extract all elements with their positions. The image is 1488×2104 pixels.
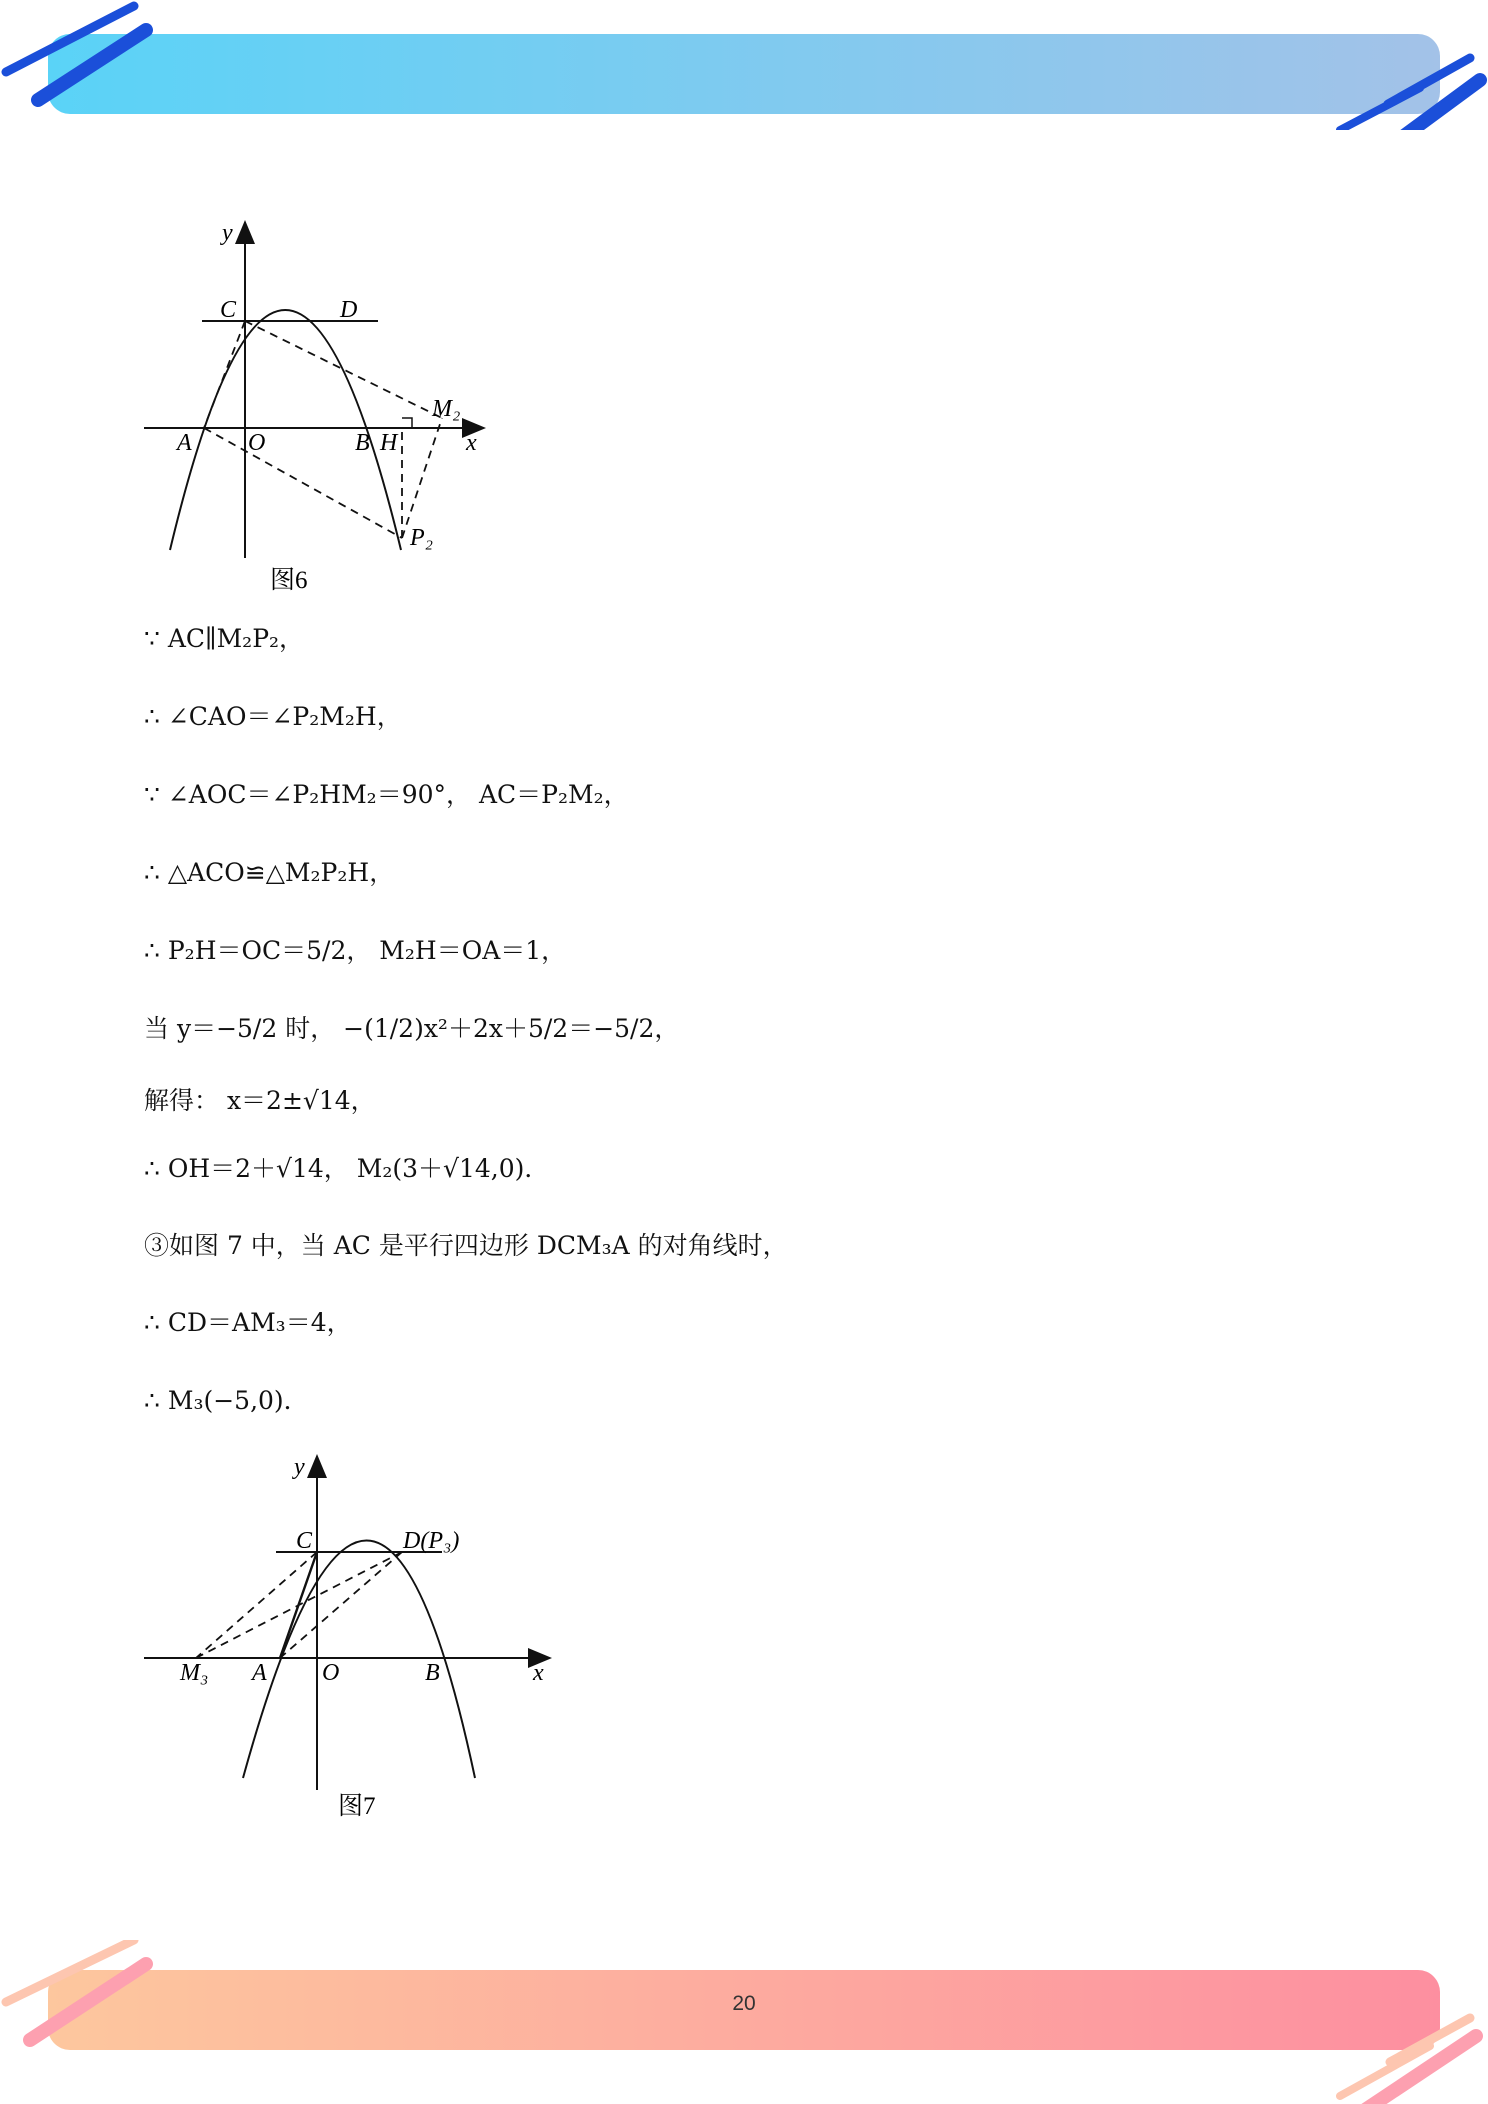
label-p2: P₂ — [410, 525, 434, 551]
proof-line-3: ∵ ∠AOC＝∠P₂HM₂＝90°， AC＝P₂M₂， — [144, 780, 629, 809]
footer-banner — [0, 1940, 1488, 2104]
label-d: D — [340, 297, 358, 323]
label-d-p3: D(P₃) — [403, 1528, 460, 1554]
label-o: O — [322, 1660, 340, 1686]
proof-line-10: ∴ CD＝AM₃＝4， — [144, 1308, 352, 1337]
label-a: A — [177, 430, 192, 456]
label-c: C — [220, 297, 237, 323]
page-number: 20 — [732, 1992, 756, 2015]
proof-line-11: ∴ M₃(−5,0)． — [144, 1386, 309, 1415]
proof-line-5: ∴ P₂H＝OC＝5/2， M₂H＝OA＝1， — [144, 936, 567, 965]
label-m2: M₂ — [432, 396, 461, 422]
dashed-construction — [204, 321, 442, 538]
label-h: H — [380, 430, 398, 456]
proof-line-9: ③如图 7 中，当 AC 是平行四边形 DCM₃A 的对角线时， — [144, 1231, 788, 1260]
segment-ac — [280, 1552, 317, 1658]
figure-7-caption: 图7 — [338, 1793, 376, 1820]
label-x: x — [533, 1660, 544, 1686]
right-angle-mark — [402, 418, 412, 428]
proof-line-4: ∴ △ACO≌△M₂P₂H， — [144, 858, 395, 887]
proof-line-2: ∴ ∠CAO＝∠P₂M₂H， — [144, 702, 402, 731]
label-o: O — [248, 430, 266, 456]
figure-7 — [130, 1448, 560, 1828]
proof-line-6: 当 y＝−5/2 时， −(1/2)x²＋2x＋5/2＝−5/2， — [144, 1014, 680, 1043]
proof-line-7: 解得： x＝2±√14， — [144, 1086, 376, 1115]
figure-6 — [130, 210, 500, 600]
header-banner — [0, 0, 1488, 130]
label-b: B — [355, 430, 370, 456]
label-c: C — [296, 1528, 313, 1554]
header-bar — [48, 34, 1440, 114]
parabola — [243, 1541, 475, 1779]
proof-line-8: ∴ OH＝2＋√14， M₂(3＋√14,0)． — [144, 1154, 550, 1183]
label-m3: M₃ — [180, 1660, 209, 1686]
label-b: B — [425, 1660, 440, 1686]
proof-line-1: ∵ AC∥M₂P₂， — [144, 624, 305, 653]
label-a: A — [252, 1660, 267, 1686]
label-y: y — [222, 220, 233, 246]
figure-6-caption: 图6 — [270, 567, 308, 594]
label-x: x — [466, 430, 477, 456]
label-y: y — [294, 1454, 305, 1480]
